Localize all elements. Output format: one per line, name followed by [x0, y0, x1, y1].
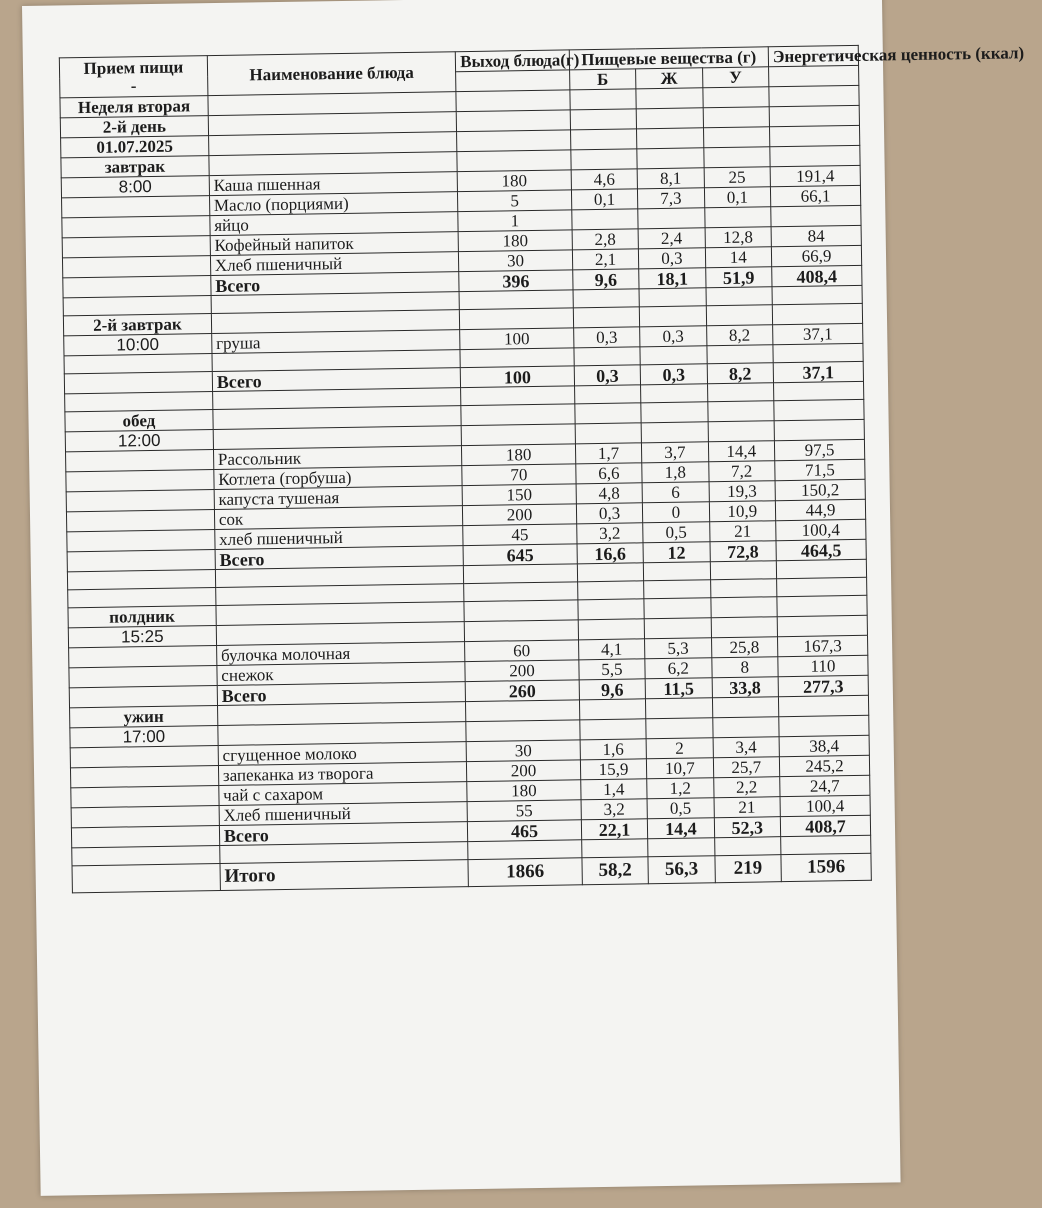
dish-b: 6,6 [576, 463, 643, 484]
dish-u: 25 [704, 167, 771, 188]
dish-kcal: 84 [771, 225, 861, 246]
total-kcal: 408,7 [780, 815, 870, 836]
dish-u: 0,1 [704, 187, 771, 208]
dish-u: 14,4 [708, 441, 775, 462]
dish-b: 0,1 [571, 189, 638, 210]
dish-u: 3,4 [713, 737, 780, 758]
dish-b [572, 209, 639, 230]
dish-kcal: 167,3 [777, 635, 867, 656]
day-label: 2-й день [60, 116, 208, 138]
dish-name: капуста тушеная [214, 486, 463, 510]
dish-yield: 55 [467, 800, 581, 822]
total-kcal: 277,3 [778, 675, 868, 696]
total-zh: 18,1 [639, 268, 706, 289]
dish-u: 10,9 [709, 501, 776, 522]
grand-total-b: 58,2 [582, 857, 649, 885]
dish-yield: 1 [458, 210, 572, 232]
dish-zh: 1,8 [642, 462, 709, 483]
header-zh: Ж [636, 68, 703, 89]
dish-name: сгущенное молоко [218, 742, 467, 766]
total-yield: 260 [465, 680, 579, 702]
dish-b: 1,7 [575, 443, 642, 464]
dish-name: Каша пшенная [209, 172, 458, 196]
dish-b: 5,5 [579, 659, 646, 680]
dish-yield: 180 [462, 444, 576, 466]
dish-yield: 180 [457, 170, 571, 192]
dish-name: Хлеб пшеничный [219, 802, 468, 826]
dish-zh: 1,2 [647, 778, 714, 799]
dish-kcal: 37,1 [773, 323, 863, 344]
dish-yield: 30 [466, 740, 580, 762]
dish-b: 4,1 [578, 639, 645, 660]
total-u: 72,8 [710, 541, 777, 562]
dish-zh: 3,7 [642, 442, 709, 463]
dish-u: 8,2 [706, 325, 773, 346]
dish-kcal: 71,5 [775, 459, 865, 480]
dish-kcal: 100,4 [780, 795, 870, 816]
total-label: Всего [211, 272, 460, 296]
meal-name: полдник [68, 606, 216, 628]
meal-time: 8:00 [61, 176, 209, 198]
dish-b: 4,6 [571, 169, 638, 190]
dish-b: 2,8 [572, 229, 639, 250]
subheader-empty [456, 70, 570, 92]
total-kcal: 464,5 [776, 539, 866, 560]
dish-name: Рассольник [213, 446, 462, 470]
grand-total-label: Итого [220, 860, 469, 891]
header-meal-cell [59, 56, 207, 98]
meal-time: 15:25 [68, 626, 216, 648]
dish-b: 1,4 [581, 779, 648, 800]
dish-b: 0,3 [576, 503, 643, 524]
header-meal: Прием пищи [83, 56, 184, 78]
total-b: 16,6 [577, 543, 644, 564]
grand-total-yield: 1866 [468, 858, 582, 887]
dish-yield: 180 [458, 230, 572, 252]
dish-zh [638, 208, 705, 229]
total-yield: 100 [461, 366, 575, 388]
dish-name: груша [211, 330, 460, 354]
dish-yield: 200 [463, 504, 577, 526]
dish-name: снежок [217, 662, 466, 686]
dish-yield: 100 [460, 328, 574, 350]
dish-u [704, 207, 771, 228]
meal-time: 17:00 [70, 726, 218, 748]
dish-u: 21 [709, 521, 776, 542]
dish-yield: 180 [467, 780, 581, 802]
total-label: Всего [215, 546, 464, 570]
dish-kcal: 24,7 [780, 775, 870, 796]
dish-u: 25,7 [713, 757, 780, 778]
dish-kcal: 44,9 [775, 499, 865, 520]
header-dish: Наименование блюда [207, 52, 456, 96]
grand-total-u: 219 [714, 855, 781, 883]
dish-b: 15,9 [580, 759, 647, 780]
dish-yield: 60 [465, 640, 579, 662]
total-label: Всего [217, 682, 466, 706]
dish-b: 3,2 [576, 523, 643, 544]
total-zh: 14,4 [648, 818, 715, 839]
total-b: 9,6 [572, 269, 639, 290]
header-u: У [702, 67, 769, 88]
dish-b: 1,6 [580, 739, 647, 760]
meal-time: 12:00 [65, 430, 213, 452]
meal-name: завтрак [61, 156, 209, 178]
meal-name: обед [65, 410, 213, 432]
dish-u: 19,3 [709, 481, 776, 502]
dish-name: Кофейный напиток [210, 232, 459, 256]
grand-total-kcal: 1596 [781, 853, 871, 881]
dish-name: яйцо [210, 212, 459, 236]
dish-name: чай с сахаром [219, 782, 468, 806]
dish-kcal: 66,9 [771, 245, 861, 266]
dish-name: Хлеб пшеничный [210, 252, 459, 276]
total-yield: 645 [463, 544, 577, 566]
dish-u: 7,2 [708, 461, 775, 482]
dish-kcal: 245,2 [779, 755, 869, 776]
dish-kcal: 191,4 [770, 165, 860, 186]
dish-zh: 2,4 [638, 228, 705, 249]
dish-zh: 10,7 [647, 758, 714, 779]
dish-u: 25,8 [711, 637, 778, 658]
date-label: 01.07.2025 [61, 136, 209, 158]
week-label: Неделя вторая [60, 96, 208, 118]
dish-u: 21 [714, 797, 781, 818]
dish-zh: 6 [642, 482, 709, 503]
subheader-empty [769, 65, 859, 86]
dish-zh: 5,3 [645, 638, 712, 659]
dish-b: 4,8 [576, 483, 643, 504]
header-nutrients: Пищевые вещества (г) [569, 47, 768, 70]
total-label: Всего [212, 368, 461, 392]
total-u: 33,8 [712, 677, 779, 698]
dish-yield: 150 [462, 484, 576, 506]
dish-yield: 5 [458, 190, 572, 212]
header-energy: Энергетическая ценность (ккал) [768, 45, 858, 66]
dish-u: 8 [711, 657, 778, 678]
dish-b: 2,1 [572, 249, 639, 270]
dish-zh: 0 [643, 502, 710, 523]
total-zh: 12 [643, 542, 710, 563]
dish-kcal [771, 205, 861, 226]
dish-b: 3,2 [581, 799, 648, 820]
menu-sheet [22, 0, 1025, 1196]
dish-yield: 200 [465, 660, 579, 682]
total-zh: 11,5 [645, 678, 712, 699]
dish-u: 2,2 [713, 777, 780, 798]
dish-zh: 0,3 [639, 248, 706, 269]
dish-name: булочка молочная [216, 642, 465, 666]
total-yield: 465 [468, 820, 582, 842]
dish-zh: 0,5 [647, 798, 714, 819]
dish-u: 14 [705, 247, 772, 268]
dish-b: 0,3 [573, 327, 640, 348]
dish-zh: 7,3 [638, 188, 705, 209]
meal-name: 2-й завтрак [63, 314, 211, 336]
dish-kcal: 150,2 [775, 479, 865, 500]
dish-yield: 70 [462, 464, 576, 486]
dish-kcal: 97,5 [774, 439, 864, 460]
total-u: 8,2 [707, 363, 774, 384]
header-yield: Выход блюда(г) [456, 50, 570, 72]
dish-name: хлеб пшеничный [215, 526, 464, 550]
total-kcal: 37,1 [773, 361, 863, 382]
meal-time: 10:00 [64, 334, 212, 356]
header-b: Б [569, 69, 636, 90]
meal-name: ужин [70, 706, 218, 728]
dish-kcal: 38,4 [779, 735, 869, 756]
dish-name: сок [214, 506, 463, 530]
header-meal-mark: - [130, 75, 137, 95]
dish-yield: 45 [463, 524, 577, 546]
dish-yield: 200 [467, 760, 581, 782]
dish-kcal: 100,4 [776, 519, 866, 540]
total-zh: 0,3 [640, 364, 707, 385]
dish-zh: 6,2 [645, 658, 712, 679]
total-yield: 396 [459, 270, 573, 292]
dish-zh: 0,3 [640, 326, 707, 347]
dish-kcal: 66,1 [770, 185, 860, 206]
dish-kcal: 110 [778, 655, 868, 676]
total-b: 9,6 [579, 679, 646, 700]
dish-yield: 30 [459, 250, 573, 272]
total-b: 0,3 [574, 365, 641, 386]
dish-zh: 2 [646, 738, 713, 759]
total-kcal: 408,4 [772, 265, 862, 286]
dish-zh: 8,1 [637, 168, 704, 189]
total-u: 52,3 [714, 817, 781, 838]
dish-name: запеканка из творога [218, 762, 467, 786]
dish-u: 12,8 [705, 227, 772, 248]
dish-zh: 0,5 [643, 522, 710, 543]
dish-name: Масло (порциями) [209, 192, 458, 216]
total-label: Всего [219, 822, 468, 846]
dish-name: Котлета (горбуша) [214, 466, 463, 490]
total-b: 22,1 [581, 819, 648, 840]
total-u: 51,9 [705, 267, 772, 288]
menu-table [59, 42, 1025, 893]
grand-total-zh: 56,3 [648, 856, 715, 884]
